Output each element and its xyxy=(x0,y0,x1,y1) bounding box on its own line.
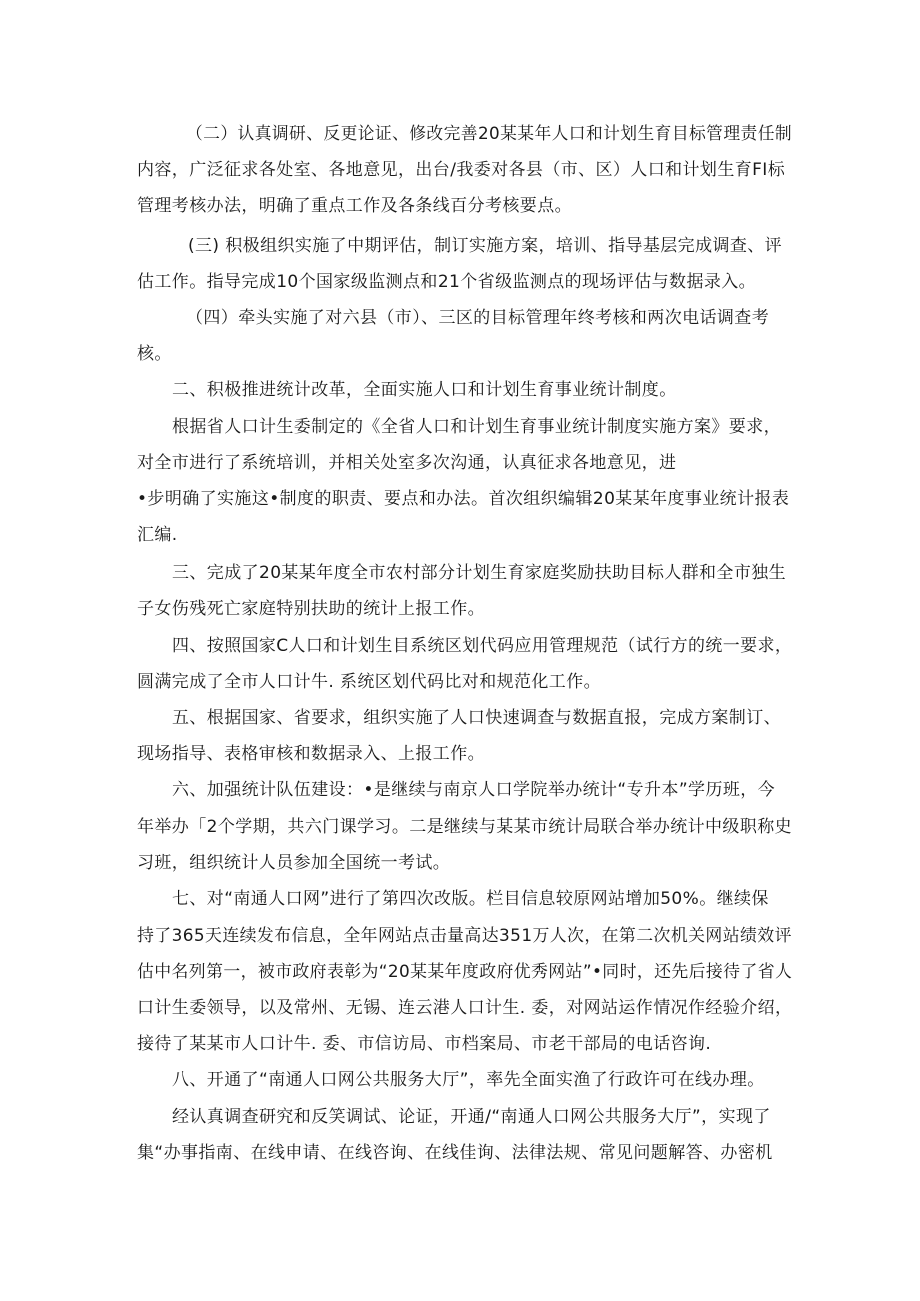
text-line-6: （四）牵头实施了对六县（市）、三区的目标管理年终考核和两次电话调查考 xyxy=(186,308,770,328)
text-line-20: 年举办「2个学期，共六门课学习。二是继续与某某市统计局联合举办统计中级职称史 xyxy=(137,817,793,837)
text-line-17: 五、根据国家、省要求，组织实施了人口快速调查与数据直报，完成方案制订、 xyxy=(172,708,781,728)
text-line-14: 子女伤残死亡家庭特别扶助的统计上报工作。 xyxy=(137,599,485,619)
text-line-9: 根据省人口计生委制定的《全省人口和计划生育事业统计制度实施方案》要求， xyxy=(172,417,781,437)
text-line-5: 估工作。指导完成10个国家级监测点和21个省级监测点的现场评估与数据录入。 xyxy=(137,272,757,292)
text-line-12: 汇编. xyxy=(137,525,178,545)
text-line-25: 口计生委领导，以及常州、无锡、连云港人口计生. 委，对网站运作情况作经验介绍， xyxy=(137,998,793,1018)
text-line-10: 对全市进行了系统培训，并相关处室多次沟通，认真征求各地意见，进 xyxy=(137,453,677,473)
text-line-19: 六、加强统计队伍建设：•是继续与南京人口学院举办统计“专升本”学历班，今 xyxy=(172,780,776,800)
text-line-29: 集“办事指南、在线申请、在线咨询、在线佳询、法律法规、常见问题解答、办密机 xyxy=(137,1143,773,1163)
text-line-7: 核。 xyxy=(137,344,172,364)
text-line-15: 四、按照国家C人口和计划生目系统区划代码应用管理规范（试行方的统一要求， xyxy=(172,636,793,656)
text-line-27: 八、开通了“南通人口网公共服务大厅”，率先全面实渔了行政许可在线办理。 xyxy=(172,1070,765,1090)
text-line-26: 接待了某某市人口计牛. 委、市信访局、市档案局、市老干部局的电话咨询. xyxy=(137,1034,712,1054)
text-line-22: 七、对“南通人口网”进行了第四次改版。栏目信息较原网站增加50%。继续保 xyxy=(172,889,769,909)
text-line-8: 二、积极推进统计改革，全面实施人口和计划生育事业统计制度。 xyxy=(172,380,677,400)
text-line-1: （二）认真调研、反更论证、修改完善20某某年人口和计划生育目标管理责任制 xyxy=(186,124,793,144)
text-line-3: 管理考核办法，明确了重点工作及各条线百分考核要点。 xyxy=(137,196,572,216)
text-line-4: (三) 积极组织实施了中期评估，制订实施方案，培训、指导基层完成调查、评 xyxy=(188,236,783,256)
text-line-24: 估中名列第一，被市政府表彰为“20某某年度政府优秀网站”•同时，还先后接待了省人 xyxy=(137,962,793,982)
text-line-13: 三、完成了20某某年度全市农村部分计划生育家庭奖励扶助目标人群和全市独生 xyxy=(172,563,787,583)
text-line-18: 现场指导、表格审核和数据录入、上报工作。 xyxy=(137,744,485,764)
text-line-21: 习班，组织统计人员参加全国统一考试。 xyxy=(137,853,451,873)
text-line-23: 持了365天连续发布信息，全年网站点击量高达351万人次，在第二次机关网站绩效评 xyxy=(137,926,792,946)
text-line-16: 圆满完成了全市人口计牛. 系统区划代码比对和规范化工作。 xyxy=(137,672,602,692)
text-line-11: •步明确了实施这•制度的职责、要点和办法。首次组织编辑20某某年度事业统计报表 xyxy=(137,489,790,509)
text-line-2: 内容，广泛征求各处室、各地意见，出台/我委对各县（市、区）人口和计划生育FI标 xyxy=(137,160,786,180)
text-line-28: 经认真调查研究和反笑调试、论证，开通/“南通人口网公共服务大厅”，实现了 xyxy=(172,1107,771,1127)
